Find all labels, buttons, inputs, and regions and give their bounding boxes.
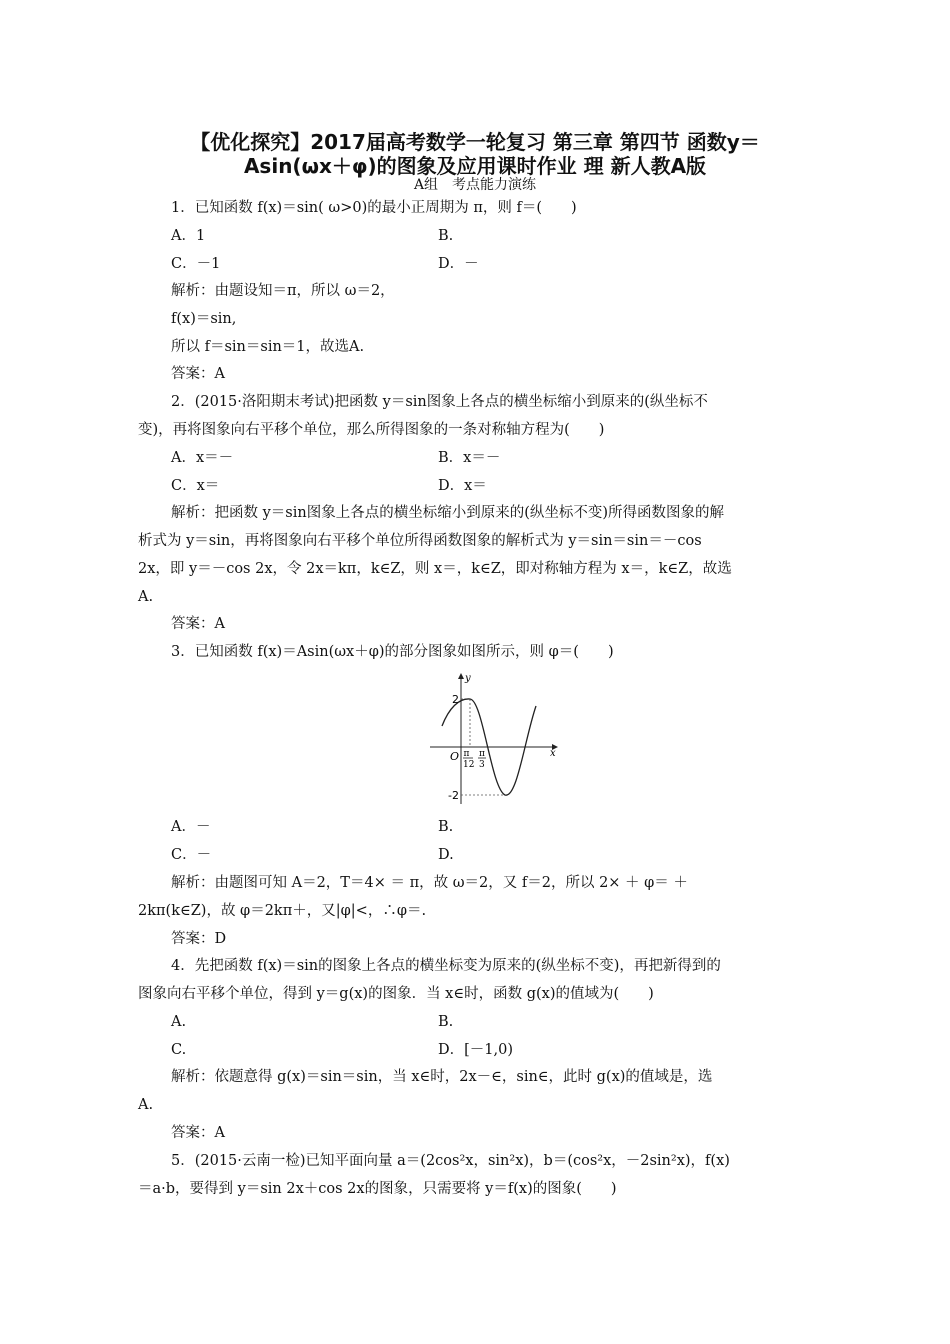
- q4-option-a: A.: [171, 1014, 187, 1030]
- q2-solution-line1: 解析：把函数 y＝sin图象上各点的横坐标缩小到原来的(纵坐标不变)所得函数图象的解: [171, 505, 725, 521]
- section-heading: A组 考点能力演练: [413, 177, 537, 193]
- y-min-label: -2: [448, 789, 459, 802]
- q3-option-c: C．－: [171, 847, 212, 863]
- q2-stem-line2: 变)，再将图象向右平移个单位，那么所得图象的一条对称轴方程为( ): [138, 422, 605, 438]
- q3-solution-line1: 解析：由题图可知 A＝2，T＝4× ＝ π，故 ω＝2，又 f＝2，所以 2× ＋ φ＝ ＋: [171, 875, 688, 891]
- tick1-denominator: 12: [463, 760, 475, 770]
- q2-option-c: C．x＝: [171, 478, 220, 494]
- q2-solution-line3: 2x，即 y＝－cos 2x，令 2x＝kπ，k∈Z，则 x＝，k∈Z，即对称轴方程为 x＝，k∈Z，故选: [138, 561, 732, 577]
- q4-answer: 答案：A: [171, 1125, 225, 1141]
- tick1-numerator: π: [463, 749, 470, 759]
- document-title-line2: Asin(ωx＋φ)的图象及应用课时作业 理 新人教A版: [243, 154, 707, 178]
- q1-stem: 1．已知函数 f(x)＝sin( ω>0)的最小正周期为 π，则 f＝( ): [171, 200, 577, 216]
- tick2-numerator: π: [479, 749, 485, 759]
- q1-option-d: D．－: [438, 256, 479, 272]
- q1-solution-line1: 解析：由题设知＝π，所以 ω＝2，: [171, 283, 395, 299]
- q2-stem-line1: 2．(2015·洛阳期末考试)把函数 y＝sin图象上各点的横坐标缩小到原来的(纵坐标不: [171, 394, 708, 410]
- y-max-label: 2: [452, 693, 459, 706]
- document-title-line1: 【优化探究】2017届高考数学一轮复习 第三章 第四节 函数y＝: [190, 130, 760, 154]
- q3-answer: 答案：D: [171, 931, 227, 947]
- tick2-denominator: 3: [479, 760, 485, 770]
- q1-answer: 答案：A: [171, 366, 225, 382]
- q4-option-d: D．[－1,0): [438, 1042, 513, 1058]
- q2-solution-line2: 析式为 y＝sin，再将图象向右平移个单位所得函数图象的解析式为 y＝sin＝sin＝－cos: [138, 533, 702, 549]
- q2-option-a: A．x＝－: [171, 450, 234, 466]
- q2-solution-line4: A.: [138, 589, 154, 605]
- q3-solution-line2: 2kπ(k∈Z)，故 φ＝2kπ＋，又|φ|<，∴φ＝.: [138, 903, 427, 919]
- q2-option-d: D．x＝: [438, 478, 487, 494]
- q3-function-graph: [425, 668, 565, 808]
- q3-option-b: B.: [438, 819, 454, 835]
- q1-option-b: B.: [438, 228, 454, 244]
- q4-option-c: C.: [171, 1042, 187, 1058]
- q3-option-d: D.: [438, 847, 454, 863]
- q4-solution-line1: 解析：依题意得 g(x)＝sin＝sin，当 x∈时，2x－∈，sin∈，此时 g(x)的值域是，选: [171, 1069, 713, 1085]
- q4-solution-line2: A.: [138, 1097, 154, 1113]
- q4-option-b: B.: [438, 1014, 454, 1030]
- x-axis-label: x: [550, 748, 556, 759]
- q1-option-c: C．－1: [171, 256, 221, 272]
- y-axis-label: y: [465, 673, 471, 684]
- q3-stem: 3．已知函数 f(x)＝Asin(ωx＋φ)的部分图象如图所示，则 φ＝( ): [171, 644, 614, 660]
- q1-solution-line3: 所以 f＝sin＝sin＝1，故选A.: [171, 339, 365, 355]
- q5-stem-line2: ＝a·b，要得到 y＝sin 2x＋cos 2x的图象，只需要将 y＝f(x)的图象( ): [138, 1181, 617, 1197]
- q4-stem-line1: 4．先把函数 f(x)＝sin的图象上各点的横坐标变为原来的(纵坐标不变)，再把新得到的: [171, 958, 721, 974]
- q2-option-b: B．x＝－: [438, 450, 501, 466]
- q3-option-a: A．－: [171, 819, 211, 835]
- q2-answer: 答案：A: [171, 616, 225, 632]
- q4-stem-line2: 图象向右平移个单位，得到 y＝g(x)的图象．当 x∈时，函数 g(x)的值域为( ): [138, 986, 654, 1002]
- origin-label: O: [450, 750, 460, 763]
- q5-stem-line1: 5．(2015·云南一检)已知平面向量 a＝(2cos²x，sin²x)，b＝(cos²x，－2sin²x)，f(x): [171, 1153, 730, 1169]
- q1-option-a: A．1: [171, 228, 206, 244]
- q1-solution-line2: f(x)＝sin,: [171, 311, 237, 327]
